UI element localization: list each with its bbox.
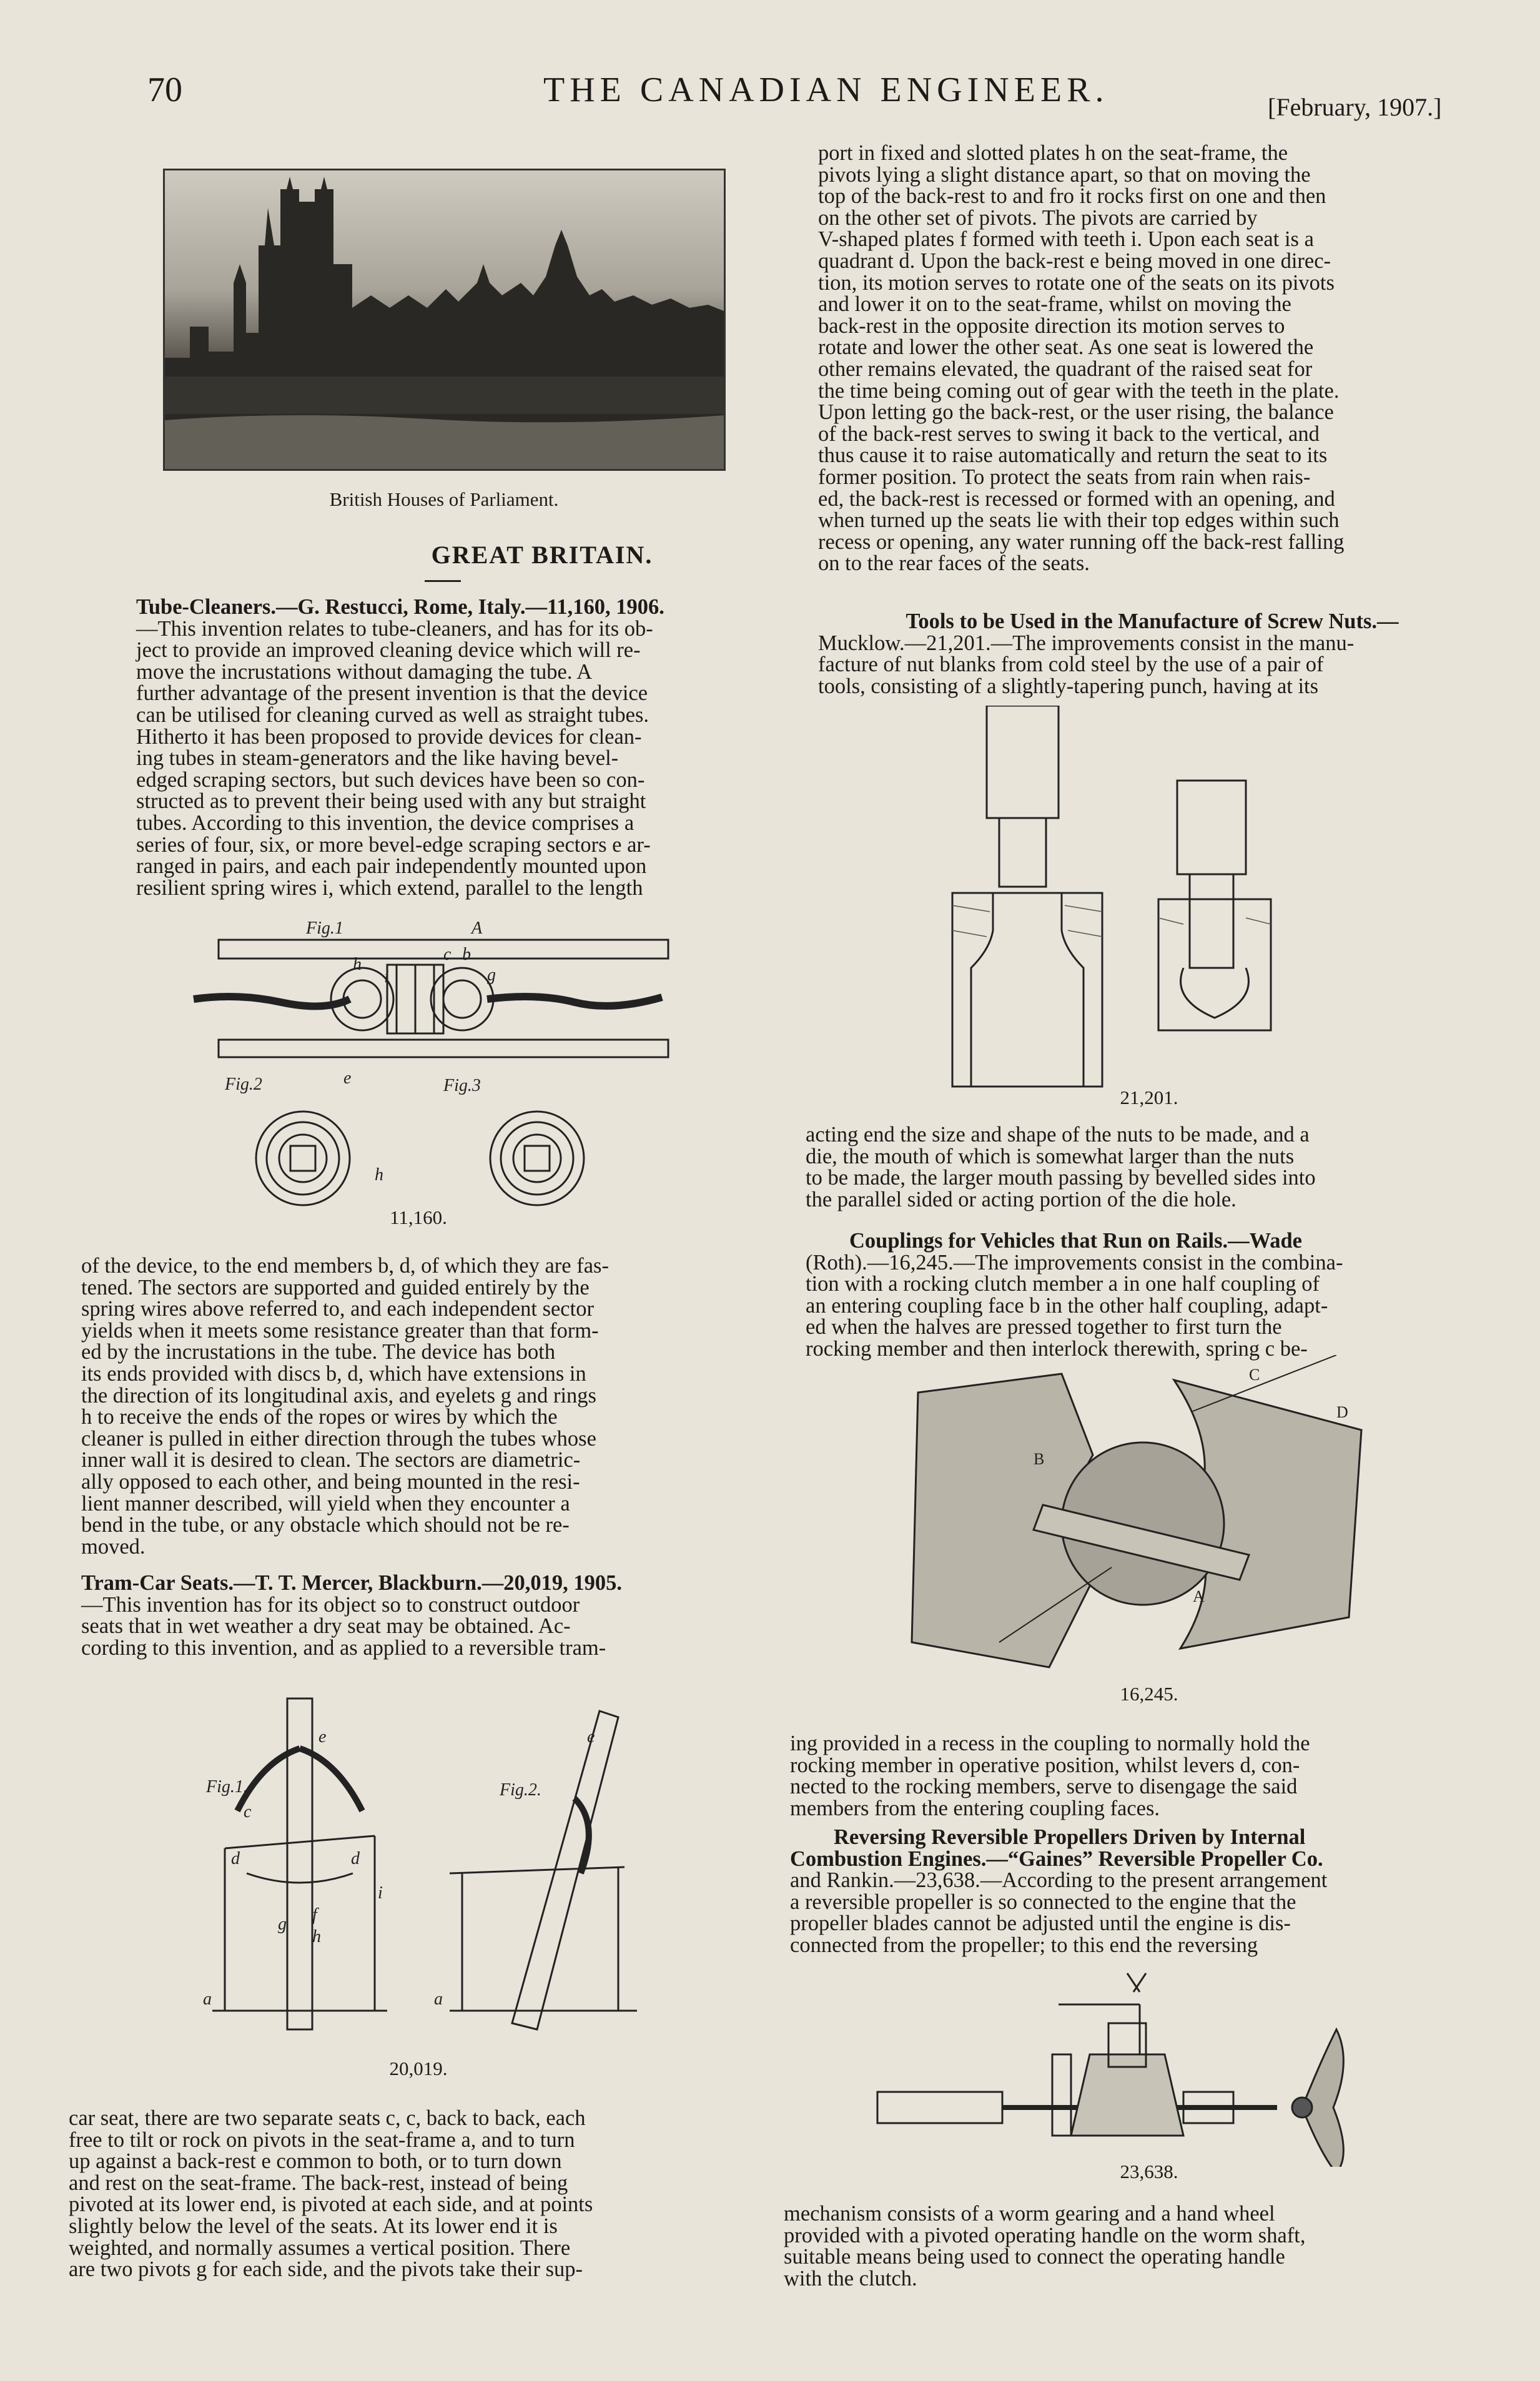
fig-label: i bbox=[378, 1883, 383, 1903]
text-line: (Roth).—16,245.—The improvements consist in the combina- bbox=[806, 1250, 1343, 1274]
fig-label: A bbox=[471, 919, 483, 938]
text-line: pivoted at its lower end, is pivoted at each side, and at points bbox=[69, 2192, 593, 2217]
text-line: car seat, there are two separate seats c, c, back to back, each bbox=[69, 2106, 586, 2130]
text-line: other remains elevated, the quadrant of the raised seat for bbox=[818, 357, 1313, 381]
text-line: tools, consisting of a slightly-tapering punch, having at its bbox=[818, 674, 1319, 698]
text-line: facture of nut blanks from cold steel by the use of a pair of bbox=[818, 653, 1324, 677]
fig-label: c bbox=[244, 1802, 252, 1821]
text-line: former position. To protect the seats from rain when rais- bbox=[818, 465, 1311, 489]
text-line: can be utilised for cleaning curved as well as straight tubes. bbox=[136, 702, 649, 727]
fig-label: Fig.3 bbox=[443, 1076, 481, 1095]
couplings-article bbox=[806, 1230, 1474, 1360]
text-line: and lower it on to the seat-frame, whilst on moving the bbox=[818, 292, 1291, 317]
text-line: members from the entering coupling faces. bbox=[790, 1796, 1160, 1820]
text-line: rotate and lower the other seat. As one seat is lowered the bbox=[818, 335, 1314, 360]
text-line: and rest on the seat-frame. The back-rest, instead of being bbox=[69, 2171, 568, 2195]
journal-title: THE CANADIAN ENGINEER. bbox=[543, 71, 1109, 109]
text-line: slightly below the level of the seats. At its lower end it is bbox=[69, 2214, 558, 2238]
text-line: cleaner is pulled in either direction through the tubes whose bbox=[81, 1426, 596, 1451]
fig-label: Fig.2. bbox=[500, 1780, 541, 1800]
section-title: GREAT BRITAIN. bbox=[431, 541, 653, 569]
text-line: rocking member in operative position, whilst levers d, con- bbox=[790, 1753, 1300, 1777]
coupling-caption: 16,245. bbox=[1120, 1683, 1178, 1705]
screw-nuts-continued bbox=[806, 1124, 1474, 1210]
screw-nut-tools-figure bbox=[934, 706, 1371, 1093]
text-line: ed when the halves are pressed together to first turn the bbox=[806, 1315, 1282, 1339]
text-line: pivots lying a slight distance apart, so that on moving the bbox=[818, 162, 1311, 187]
fig-label: b bbox=[462, 945, 471, 964]
text-line: an entering coupling face b in the other half coupling, adapt- bbox=[806, 1293, 1328, 1318]
text-line: on to the rear faces of the seats. bbox=[818, 551, 1090, 576]
fig-label: a bbox=[203, 1989, 212, 2009]
text-line: Mucklow.—21,201.—The improvements consist in the manu- bbox=[818, 631, 1355, 655]
parliament-photo bbox=[163, 169, 726, 471]
fig-label: A bbox=[1193, 1587, 1205, 1605]
tram-car-seats-right-continued bbox=[818, 142, 1486, 574]
fig-label: Fig.1. bbox=[206, 1777, 248, 1797]
coupling-figure bbox=[899, 1355, 1374, 1680]
fig-label: D bbox=[1336, 1403, 1348, 1421]
text-line: Upon letting go the back-rest, or the user rising, the balance bbox=[818, 400, 1334, 425]
tube-cleaners-continued bbox=[81, 1255, 749, 1557]
fig-label: g bbox=[278, 1915, 287, 1934]
text-line: free to tilt or rock on pivots in the seat-frame a, and to turn bbox=[69, 2127, 575, 2152]
text-line: ject to provide an improved cleaning device which will re- bbox=[136, 638, 641, 663]
text-line: on the other set of pivots. The pivots are carried by bbox=[818, 205, 1258, 230]
text-line: structed as to prevent their being used with any but straight bbox=[136, 789, 646, 814]
propellers-heading: Reversing Reversible Propellers Driven by Internal bbox=[834, 1825, 1306, 1849]
text-line: ed, the back-rest is recessed or formed with an opening, and bbox=[818, 486, 1335, 511]
parliament-silhouette bbox=[165, 170, 724, 469]
tube-cleaners-article bbox=[136, 596, 766, 899]
text-line: mechanism consists of a worm gearing and a hand wheel bbox=[784, 2202, 1275, 2226]
propellers-heading-line-3: and Rankin.—23,638.—According to the present arrangement bbox=[790, 1868, 1328, 1893]
text-line: the parallel sided or acting portion of the die hole. bbox=[806, 1187, 1236, 1211]
text-line: with the clutch. bbox=[784, 2266, 917, 2290]
text-line: a reversible propeller is so connected to the engine that the bbox=[790, 1890, 1296, 1914]
text-line: move the incrustations without damaging the tube. A bbox=[136, 659, 593, 684]
text-line: cording to this invention, and as applied to a reversible tram- bbox=[81, 1635, 606, 1660]
screw-nut-caption: 21,201. bbox=[1120, 1087, 1178, 1108]
fig-label: i bbox=[384, 967, 389, 987]
text-line: top of the back-rest to and fro it rocks first on one and then bbox=[818, 184, 1326, 209]
text-line: ing provided in a recess in the coupling to normally hold the bbox=[790, 1732, 1310, 1755]
text-line: ing tubes in steam-generators and the like having bevel- bbox=[136, 746, 619, 771]
text-line: ally opposed to each other, and being mounted in the resi- bbox=[81, 1469, 580, 1494]
text-line: lient manner described, will yield when they encounter a bbox=[81, 1491, 570, 1516]
fig-label: h bbox=[353, 955, 362, 974]
text-line: of the back-rest serves to swing it back to the vertical, and bbox=[818, 421, 1320, 446]
text-line: are two pivots g for each side, and the pivots take their sup- bbox=[69, 2257, 583, 2282]
text-line: suitable means being used to connect the operating handle bbox=[784, 2245, 1285, 2269]
text-line: moved. bbox=[81, 1534, 146, 1559]
text-line: recess or opening, any water running off the back-rest falling bbox=[818, 530, 1345, 554]
tram-car-seats-continued bbox=[69, 2107, 737, 2280]
text-line: rocking member and then interlock therewith, spring c be- bbox=[806, 1336, 1308, 1361]
fig-label: h bbox=[375, 1165, 383, 1185]
text-line: back-rest in the opposite direction its motion serves to bbox=[818, 313, 1285, 338]
text-line: resilient spring wires i, which extend, parallel to the length bbox=[136, 875, 643, 900]
text-line: the time being coming out of gear with the teeth in the plate. bbox=[818, 378, 1340, 403]
text-line: —This invention has for its object so to construct outdoor bbox=[81, 1592, 580, 1617]
fig-label: e bbox=[587, 1727, 595, 1747]
tube-cleaner-figure bbox=[187, 915, 687, 1240]
text-line: port in fixed and slotted plates h on the seat-frame, the bbox=[818, 141, 1288, 165]
propellers-heading-line-2: Combustion Engines.—“Gaines” Reversible Propeller Co. bbox=[790, 1846, 1323, 1871]
issue-date: [February, 1907.] bbox=[1268, 93, 1442, 121]
text-line: ranged in pairs, and each pair independently mounted upon bbox=[136, 854, 647, 879]
text-line: die, the mouth of which is somewhat larger than the nuts bbox=[806, 1144, 1295, 1168]
tram-seat-figure bbox=[187, 1686, 674, 2036]
text-line: —This invention relates to tube-cleaners, and has for its ob- bbox=[136, 616, 653, 641]
text-line: when turned up the seats lie with their top edges within such bbox=[818, 508, 1340, 533]
fig-label: d bbox=[231, 1849, 240, 1868]
propeller-figure bbox=[871, 1967, 1365, 2167]
text-line: acting end the size and shape of the nuts to be made, and a bbox=[806, 1123, 1310, 1146]
section-rule bbox=[425, 580, 461, 582]
text-line: propeller blades cannot be adjusted until the engine is dis- bbox=[790, 1911, 1291, 1936]
text-line: seats that in wet weather a dry seat may be obtained. Ac- bbox=[81, 1614, 571, 1639]
text-line: nected to the rocking members, serve to disengage the said bbox=[790, 1775, 1298, 1799]
fig-label: f bbox=[312, 1905, 317, 1925]
text-line: edged scraping sectors, but such devices have been so con- bbox=[136, 767, 645, 792]
screw-nuts-heading: Tools to be Used in the Manufacture of Screw Nuts.— bbox=[906, 609, 1399, 633]
propellers-article bbox=[790, 1826, 1458, 1956]
text-line: yields when it meets some resistance greater than that form- bbox=[81, 1318, 599, 1343]
fig-label: c bbox=[443, 945, 452, 964]
text-line: thus cause it to raise automatically and return the seat to its bbox=[818, 443, 1328, 468]
fig-label: e bbox=[343, 1068, 352, 1088]
fig-label: d bbox=[351, 1849, 360, 1868]
text-line: spring wires above referred to, and each independent sector bbox=[81, 1297, 594, 1321]
text-line: tion with a rocking clutch member a in one half coupling of bbox=[806, 1272, 1320, 1296]
text-line: up against a back-rest e common to both, or to turn down bbox=[69, 2149, 562, 2174]
tram-car-seats-article bbox=[81, 1572, 749, 1659]
fig-label: e bbox=[318, 1727, 327, 1747]
text-line: weighted, and normally assumes a vertical position. There bbox=[69, 2236, 571, 2260]
text-line: of the device, to the end members b, d, of which they are fas- bbox=[81, 1254, 609, 1278]
text-line: quadrant d. Upon the back-rest e being moved in one direc- bbox=[818, 249, 1331, 273]
couplings-continued bbox=[790, 1733, 1458, 1819]
propellers-continued bbox=[784, 2203, 1452, 2289]
text-line: the direction of its longitudinal axis, and eyelets g and rings bbox=[81, 1383, 596, 1407]
couplings-heading: Couplings for Vehicles that Run on Rails.—Wade bbox=[849, 1229, 1302, 1253]
fig-label: B bbox=[1034, 1450, 1045, 1468]
tram-car-seats-heading: Tram-Car Seats.—T. T. Mercer, Blackburn.—20,019, 1905. bbox=[81, 1571, 622, 1595]
propeller-caption: 23,638. bbox=[1120, 2161, 1178, 2182]
text-line: tion, its motion serves to rotate one of the seats on its pivots bbox=[818, 270, 1335, 295]
fig-label: a bbox=[434, 1989, 443, 2009]
text-line: V-shaped plates f formed with teeth i. Upon each seat is a bbox=[818, 227, 1314, 252]
text-line: ed by the incrustations in the tube. The device has both bbox=[81, 1340, 556, 1364]
fig-label: g bbox=[487, 965, 496, 985]
tube-cleaners-heading: Tube-Cleaners.—G. Restucci, Rome, Italy.—11,160, 1906. bbox=[136, 595, 664, 619]
tube-cleaner-caption: 11,160. bbox=[390, 1206, 447, 1228]
text-line: bend in the tube, or any obstacle which should not be re- bbox=[81, 1513, 570, 1537]
text-line: provided with a pivoted operating handle on the worm shaft, bbox=[784, 2223, 1306, 2247]
fig-label: Fig.2 bbox=[225, 1075, 262, 1094]
tram-seat-caption: 20,019. bbox=[389, 2058, 448, 2079]
fig-label: h bbox=[312, 1927, 321, 1946]
text-line: inner wall it is desired to clean. The sectors are diametric- bbox=[81, 1448, 581, 1472]
photo-caption: British Houses of Parliament. bbox=[329, 488, 559, 510]
text-line: h to receive the ends of the ropes or wires by which the bbox=[81, 1405, 558, 1429]
fig-label: C bbox=[1249, 1366, 1260, 1384]
screw-nuts-article bbox=[818, 611, 1486, 697]
text-line: tened. The sectors are supported and guided entirely by the bbox=[81, 1275, 590, 1299]
text-line: connected from the propeller; to this end the reversing bbox=[790, 1933, 1258, 1957]
text-line: series of four, six, or more bevel-edge scraping sectors e ar- bbox=[136, 832, 651, 857]
text-line: tubes. According to this invention, the device comprises a bbox=[136, 811, 634, 835]
text-line: its ends provided with discs b, d, which have extensions in bbox=[81, 1361, 586, 1386]
page-number: 70 bbox=[147, 71, 182, 109]
text-line: further advantage of the present invention is that the device bbox=[136, 681, 648, 706]
text-line: Hitherto it has been proposed to provide devices for clean- bbox=[136, 724, 642, 749]
text-line: to be made, the larger mouth passing by bevelled sides into bbox=[806, 1166, 1316, 1190]
fig-label: Fig.1 bbox=[306, 919, 343, 938]
